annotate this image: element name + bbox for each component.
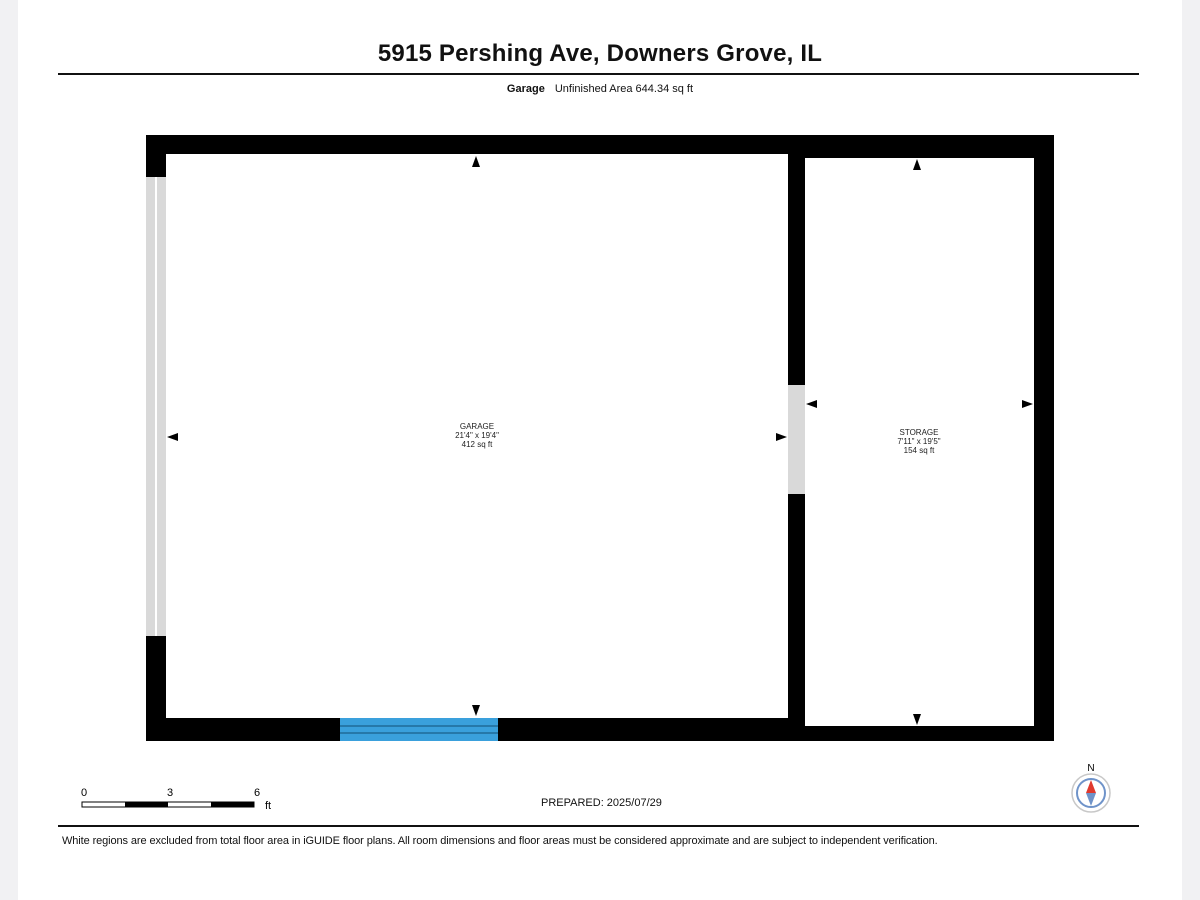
compass-north-label: N [1087, 763, 1095, 774]
scale-tick-3: 3 [166, 787, 174, 799]
compass-icon [1072, 763, 1110, 812]
garage-door [340, 718, 498, 741]
interior-door-opening [788, 385, 805, 494]
scale-tick-6: 6 [253, 787, 261, 799]
floor-area-text: Unfinished Area 644.34 sq ft [554, 83, 694, 95]
prepared-date: PREPARED: 2025/07/29 [541, 797, 662, 809]
scale-unit: ft [265, 800, 272, 812]
garage-area: 412 sq ft [461, 440, 493, 449]
footer-rule [58, 825, 1139, 827]
storage-dimensions: 7'11" x 19'5" [897, 437, 941, 446]
scale-tick-0: 0 [80, 787, 88, 799]
storage-area: 154 sq ft [903, 446, 935, 455]
storage-label [897, 428, 940, 455]
left-wall-opening-line [155, 177, 157, 636]
floor-name: Garage [506, 83, 545, 95]
disclaimer-text: White regions are excluded from total floor area in iGUIDE floor plans. All room dimensions and floor areas must be considered approximate and are subject to independent verification. [62, 835, 938, 847]
scale-bar [81, 787, 271, 812]
garage-name: GARAGE [459, 422, 495, 431]
garage-dimensions: 21'4" x 19'4" [455, 431, 499, 440]
page-title: 5915 Pershing Ave, Downers Grove, IL [377, 40, 823, 67]
storage-name: STORAGE [899, 428, 939, 437]
